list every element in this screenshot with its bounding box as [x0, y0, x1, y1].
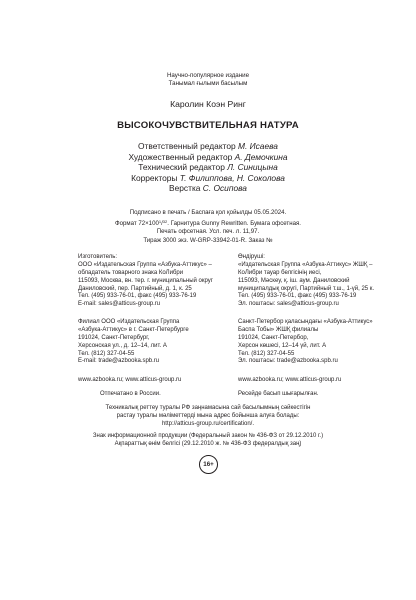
signed-date: Подписано в печать / Баспаға қол қойылды 05.05.2024.: [129, 209, 287, 216]
web-kz: www.azbooka.ru; www.atticus-group.ru: [238, 377, 342, 383]
tech-regulation-note: Техникалық реттеу туралы РФ заңнамасына сай басылымның сәйкестігін растау туралы мәліметтерді мына адрес бойынша алуға болады: http://atticus-group.ru/certification/.: [105, 405, 311, 427]
edition-type-ru: Научно-популярное издание: [166, 72, 250, 79]
printed-in-kz: Ресейде басып шығарылған.: [238, 391, 319, 397]
staff-role: Художественный редактор: [128, 151, 233, 162]
staff-line: [0, 183, 416, 194]
branch-kz: Санкт-Петербор қаласындағы «Азбука-Аттикус» Баспа Тобы» ЖШҚ филиалы 191024, Санкт-Петербор, Херсон көшесі, 12–14 үй, лит. А Тел. (812) 327-04-55 Эл. поштасы: trade@azbooka.spb.ru: [238, 319, 373, 365]
staff-person: Л. Синицына: [227, 162, 278, 173]
staff-role: Технический редактор: [138, 162, 225, 173]
book-title: ВЫСОКОЧУВСТВИТЕЛЬНАЯ НАТУРА: [117, 120, 299, 131]
edition-type: [0, 72, 416, 88]
manufacturer-ru: Изготовитель: ООО «Издательская Группа «Азбука-Аттикус» – обладатель товарного знака КоЛибри 115093, Москва, вн. тер. г. муниципальный округ Даниловский, пер. Партийный, д. 1, к. 25 Тел. (495) 933-76-01, факс (495) 933-76-19 E-mail: sales@atticus-group.ru: [78, 254, 213, 308]
staff-line: [0, 173, 416, 184]
staff-line: [0, 152, 416, 163]
branch-ru: Филиал ООО «Издательская Группа «Азбука-Аттикус» в г. Санкт-Петербурге 191024, Санкт-Петербург, Херсонская ул., д. 12–14, лит. А Тел. (812) 327-04-55 E-mail: trade@azbooka.spb.ru: [78, 319, 189, 365]
staff-role: Ответственный редактор: [138, 141, 236, 151]
web-ru: www.azbooka.ru; www.atticus-group.ru: [78, 377, 182, 383]
staff-person: С. Осипова: [202, 183, 247, 194]
printing-details: [0, 209, 416, 245]
staff-role: Верстка: [169, 183, 201, 194]
format-line: Формат $72\times 100^1/^{32}$. Гарнитура Gunny Rewritten. Бумага офсетная.: [115, 218, 301, 227]
staff-line: [0, 141, 416, 152]
edition-type-kz: Танымал ғылыми басылым: [168, 80, 248, 87]
editorial-staff: [0, 141, 416, 194]
sheets-line: Печать офсетная. Усл. печ. л. 11,97.: [156, 228, 260, 236]
staff-person: М. Исаева: [237, 141, 278, 151]
manufacturer-kz: Өндіруші: «Издательская Группа «Азбука-Аттикус» ЖШҚ – КоЛибри тауар белгісінің иесі, 115093, Мәскеу, қ. іш. аум. Даниловский муниципалдық округі, Партийный т.ш., 1-үй, 25 к. Тел. (495) 933-76-01, факс (495) 933-76-19 Эл. поштасы: sales@atticus-group.ru: [238, 254, 375, 308]
print-run-line: Тираж 3000 экз. W-GRP-33942-01-R. Заказ №: [143, 236, 273, 244]
info-product-mark: Знак информационной продукции (Федеральный закон № 436-ФЗ от 29.12.2010 г.) Ақпараттық өнім белгісі (29.12.2010 ж. № 436-ФЗ федералдық заң): [92, 433, 324, 447]
author-name: Каролин Коэн Ринг: [170, 99, 246, 109]
staff-person: Т. Филиппова, Н. Соколова: [179, 172, 285, 183]
staff-role: Корректоры: [131, 172, 178, 183]
age-rating-badge: 16+: [199, 455, 218, 474]
printed-in-ru: Отпечатано в России.: [100, 391, 161, 397]
staff-person: А. Демочкина: [234, 151, 288, 162]
staff-line: [0, 162, 416, 173]
